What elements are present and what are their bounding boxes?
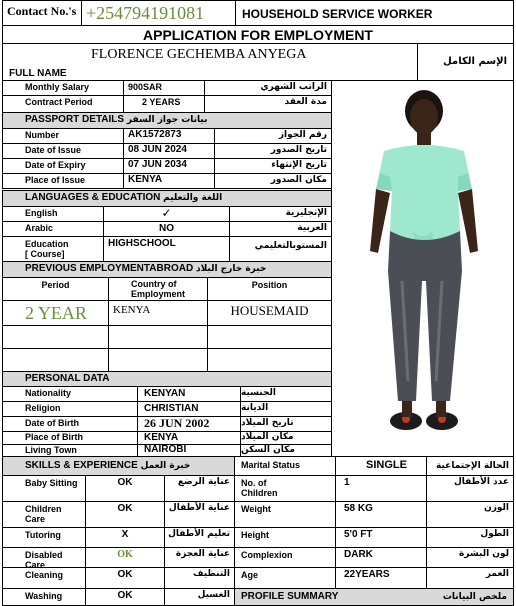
employment-country: KENYA xyxy=(108,300,208,326)
passport-row-ar: تاريخ الإنتهاء xyxy=(214,158,332,174)
skill-value: OK xyxy=(85,547,165,568)
full-name-cell xyxy=(2,43,418,81)
marital-value: SINGLE xyxy=(335,456,427,476)
applicant-photo xyxy=(332,81,513,456)
passport-row-label: Number xyxy=(2,128,124,144)
form-title-cell xyxy=(2,25,514,44)
form-title: APPLICATION FOR EMPLOYMENT xyxy=(143,27,373,43)
col-country-2: Employment xyxy=(131,289,186,299)
col-country-cell xyxy=(108,277,208,301)
arabic-label: Arabic xyxy=(2,221,104,237)
english-label: English xyxy=(2,206,104,222)
detail-label-cell xyxy=(234,501,336,528)
languages-header-label: LANGUAGES & EDUCATION xyxy=(25,192,161,203)
detail-value: 5'0 FT xyxy=(335,527,427,548)
employment-row-3-period xyxy=(2,348,109,372)
personal-row-ar: مكان السكن xyxy=(240,444,332,457)
detail-label-2: Children xyxy=(241,488,278,498)
languages-header-ar: اللغة والتعليم xyxy=(163,193,223,203)
education-label-cell xyxy=(2,236,104,262)
full-name-ar-cell xyxy=(417,43,514,81)
personal-row-ar: تاريخ الميلاد xyxy=(240,416,332,432)
detail-ar: عدد الأطفال xyxy=(426,475,514,502)
english-value: ✓ xyxy=(103,206,230,222)
personal-row-label: Date of Birth xyxy=(2,416,138,432)
skill-label-cell xyxy=(2,501,86,528)
passport-header-label: PASSPORT DETAILS xyxy=(25,114,125,125)
detail-label: Height xyxy=(241,530,269,540)
personal-row-ar: الديانة xyxy=(240,401,332,417)
personal-row-value: 26 JUN 2002 xyxy=(137,416,241,432)
detail-ar: لون البشرة xyxy=(426,547,514,568)
employment-header-ar: خبرة خارج البلاد xyxy=(195,264,267,274)
full-name-ar: الإسم الكامل xyxy=(443,56,507,67)
skill-ar: تعليم الأطفال xyxy=(164,527,235,548)
passport-row-ar: رقم الجواز xyxy=(214,128,332,144)
skills-header xyxy=(2,456,235,476)
personal-row-value: KENYAN xyxy=(137,386,241,402)
profile-summary-label: PROFILE SUMMARY xyxy=(241,591,339,602)
skill-label-cell xyxy=(2,475,86,502)
contact-label-cell xyxy=(2,0,82,26)
skill-label-cell xyxy=(2,547,86,568)
job-title: HOUSEHOLD SERVICE WORKER xyxy=(242,7,433,21)
full-name-value: FLORENCE GECHEMBA ANYEGA xyxy=(91,47,307,62)
skill-value: OK xyxy=(85,501,165,528)
detail-value: DARK xyxy=(335,547,427,568)
profile-summary-cell xyxy=(234,588,514,606)
col-position: Position xyxy=(207,277,332,301)
skills-header-ar: خبرة العمل xyxy=(140,461,191,471)
detail-label: No. of xyxy=(241,478,267,488)
english-ar: الإنجليزية xyxy=(229,206,332,222)
contact-label: Contact No.'s xyxy=(7,4,77,18)
passport-header xyxy=(2,112,332,129)
education-sub: [ Course] xyxy=(25,249,65,259)
personal-header: PERSONAL DATA xyxy=(2,371,332,387)
detail-label: Complexion xyxy=(241,550,293,560)
passport-row-value: 07 JUN 2034 xyxy=(123,158,215,174)
employment-row-3-position xyxy=(207,348,332,372)
col-period: Period xyxy=(2,277,109,301)
skill-label-2: Care xyxy=(25,514,46,524)
employment-period: 2 YEAR xyxy=(25,303,87,323)
marital-ar: الحالة الإجتماعية xyxy=(426,456,514,476)
passport-row-value: AK1572873 xyxy=(123,128,215,144)
employment-row-1-period-cell xyxy=(2,300,109,326)
skill-ar: عناية الرضع xyxy=(164,475,235,502)
personal-row-label: Place of Birth xyxy=(2,431,138,445)
detail-label-cell xyxy=(234,475,336,502)
skill-label: Baby Sitting xyxy=(25,478,78,488)
personal-row-value: NAIROBI xyxy=(137,444,241,457)
contract-label: Contract Period xyxy=(2,95,124,113)
arabic-value: NO xyxy=(103,221,230,237)
detail-value: 58 KG xyxy=(335,501,427,528)
skill-label: Disabled xyxy=(25,550,63,560)
detail-ar: الطول xyxy=(426,527,514,548)
skill-label-cell xyxy=(2,527,86,548)
personal-row-label: Nationality xyxy=(2,386,138,402)
passport-row-label: Date of Issue xyxy=(2,143,124,159)
passport-row-ar: تاريخ الصدور xyxy=(214,143,332,159)
passport-row-ar: مكان الصدور xyxy=(214,173,332,189)
skills-header-label: SKILLS & EXPERIENCE xyxy=(25,460,138,471)
skill-ar: عناية الأطفال xyxy=(164,501,235,528)
education-ar: المستوىالتعليمي xyxy=(229,236,332,262)
salary-ar: الراتب الشهري xyxy=(204,80,332,96)
detail-label-cell xyxy=(234,567,336,589)
employment-position: HOUSEMAID xyxy=(207,300,332,326)
personal-row-value: CHRISTIAN xyxy=(137,401,241,417)
contract-ar: مدة العقد xyxy=(204,95,332,113)
salary-label: Monthly Salary xyxy=(2,80,124,96)
phone-number: +254794191081 xyxy=(86,3,205,23)
detail-ar: العمر xyxy=(426,567,514,589)
passport-row-label: Place of Issue xyxy=(2,173,124,189)
detail-label: Age xyxy=(241,570,259,580)
arabic-ar: العربية xyxy=(229,221,332,237)
photo-frame xyxy=(331,80,514,457)
profile-summary-ar: ملخص البيانات xyxy=(442,592,507,602)
skill-label: Children xyxy=(25,504,62,514)
employment-header-label: PREVIOUS EMPLOYMENTABROAD xyxy=(25,263,194,274)
skill-label-cell xyxy=(2,588,86,606)
skill-value: X xyxy=(85,527,165,548)
skill-label: Washing xyxy=(25,591,63,601)
job-title-cell xyxy=(235,0,514,26)
skill-value: OK xyxy=(85,567,165,589)
salary-value: 900SAR xyxy=(123,80,205,96)
detail-label-cell xyxy=(234,527,336,548)
passport-row-value: KENYA xyxy=(123,173,215,189)
skill-value: OK xyxy=(85,475,165,502)
detail-label: Weight xyxy=(241,504,271,514)
personal-row-ar: الجنسية xyxy=(240,386,332,402)
education-label: Education xyxy=(25,239,69,249)
passport-row-label: Date of Expiry xyxy=(2,158,124,174)
skill-ar: التنظيف xyxy=(164,567,235,589)
personal-row-ar: مكان الميلاد xyxy=(240,431,332,445)
personal-row-label: Living Town xyxy=(2,444,138,457)
employment-row-2-country xyxy=(108,325,208,349)
marital-label: Marital Status xyxy=(234,456,336,476)
skill-value: OK xyxy=(85,588,165,606)
skill-label-2: Care xyxy=(25,560,46,568)
employment-row-2-period xyxy=(2,325,109,349)
detail-label-cell xyxy=(234,547,336,568)
contract-value: 2 YEARS xyxy=(123,95,205,113)
languages-header xyxy=(2,190,332,207)
col-country-1: Country of xyxy=(131,279,177,289)
employment-row-3-country xyxy=(108,348,208,372)
skill-label: Cleaning xyxy=(25,570,64,580)
detail-value: 22YEARS xyxy=(335,567,427,589)
skill-label: Tutoring xyxy=(25,530,61,540)
detail-ar: الوزن xyxy=(426,501,514,528)
full-name-label: FULL NAME xyxy=(9,68,67,79)
personal-row-value: KENYA xyxy=(137,431,241,445)
passport-row-value: 08 JUN 2024 xyxy=(123,143,215,159)
skill-ar: الغسيل xyxy=(164,588,235,606)
employment-header xyxy=(2,261,332,278)
skill-label-cell xyxy=(2,567,86,589)
education-value: HIGHSCHOOL xyxy=(103,236,230,262)
skill-ar: عناية العجزة xyxy=(164,547,235,568)
personal-row-label: Religion xyxy=(2,401,138,417)
passport-header-ar: بيانات جواز السفر xyxy=(126,115,208,125)
detail-value: 1 xyxy=(335,475,427,502)
employment-row-2-position xyxy=(207,325,332,349)
phone-cell xyxy=(81,0,236,26)
